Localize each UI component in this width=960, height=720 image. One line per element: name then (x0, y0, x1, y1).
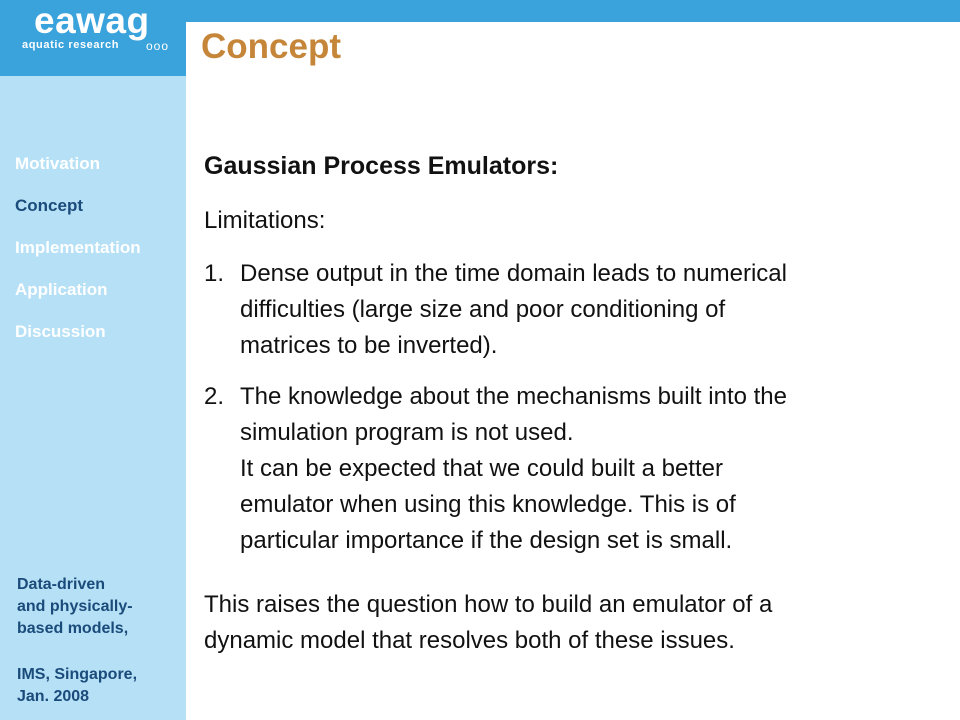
footer-line: Jan. 2008 (17, 688, 90, 705)
content-heading: Gaussian Process Emulators: (204, 152, 559, 180)
list-line: matrices to be inverted). (240, 332, 498, 359)
footer-line: Data-driven (17, 576, 106, 593)
list-line: particular importance if the design set is small. (240, 527, 733, 554)
sidebar-footer-title (17, 574, 133, 640)
footer-line: based models, (17, 620, 129, 637)
footer-line: and physically- (17, 598, 133, 615)
footer-line: IMS, Singapore, (17, 666, 138, 683)
list-number: 2. (204, 383, 225, 410)
content-subheading: Limitations: (204, 207, 326, 234)
logo-wordmark: eawag (34, 0, 150, 41)
list-line: It can be expected that we could built a better (240, 455, 723, 482)
list-line: simulation program is not used. (240, 419, 574, 446)
list-line: difficulties (large size and poor conditioning of (240, 296, 726, 323)
closing-line: dynamic model that resolves both of these issues. (204, 627, 735, 654)
list-text (240, 256, 930, 364)
eawag-logo (0, 0, 186, 76)
nav-item-concept[interactable]: Concept (15, 196, 83, 215)
slide-title: Concept (201, 27, 341, 66)
closing-line: This raises the question how to build an emulator of a (204, 591, 773, 618)
list-text (240, 379, 930, 559)
nav-item-motivation[interactable]: Motivation (15, 154, 100, 173)
sidebar-footer-event (17, 664, 137, 708)
logo-tagline: aquatic research (22, 39, 120, 51)
closing-paragraph (204, 587, 924, 659)
nav-item-implementation[interactable]: Implementation (15, 238, 141, 257)
nav-item-discussion[interactable]: Discussion (15, 322, 106, 341)
list-line: Dense output in the time domain leads to numerical (240, 260, 787, 287)
sidebar (0, 76, 186, 720)
list-line: The knowledge about the mechanisms built into the (240, 383, 787, 410)
logo-dots: ooo (146, 39, 170, 53)
nav-item-application[interactable]: Application (15, 280, 108, 299)
list-number: 1. (204, 260, 225, 287)
list-line: emulator when using this knowledge. This is of (240, 491, 736, 518)
